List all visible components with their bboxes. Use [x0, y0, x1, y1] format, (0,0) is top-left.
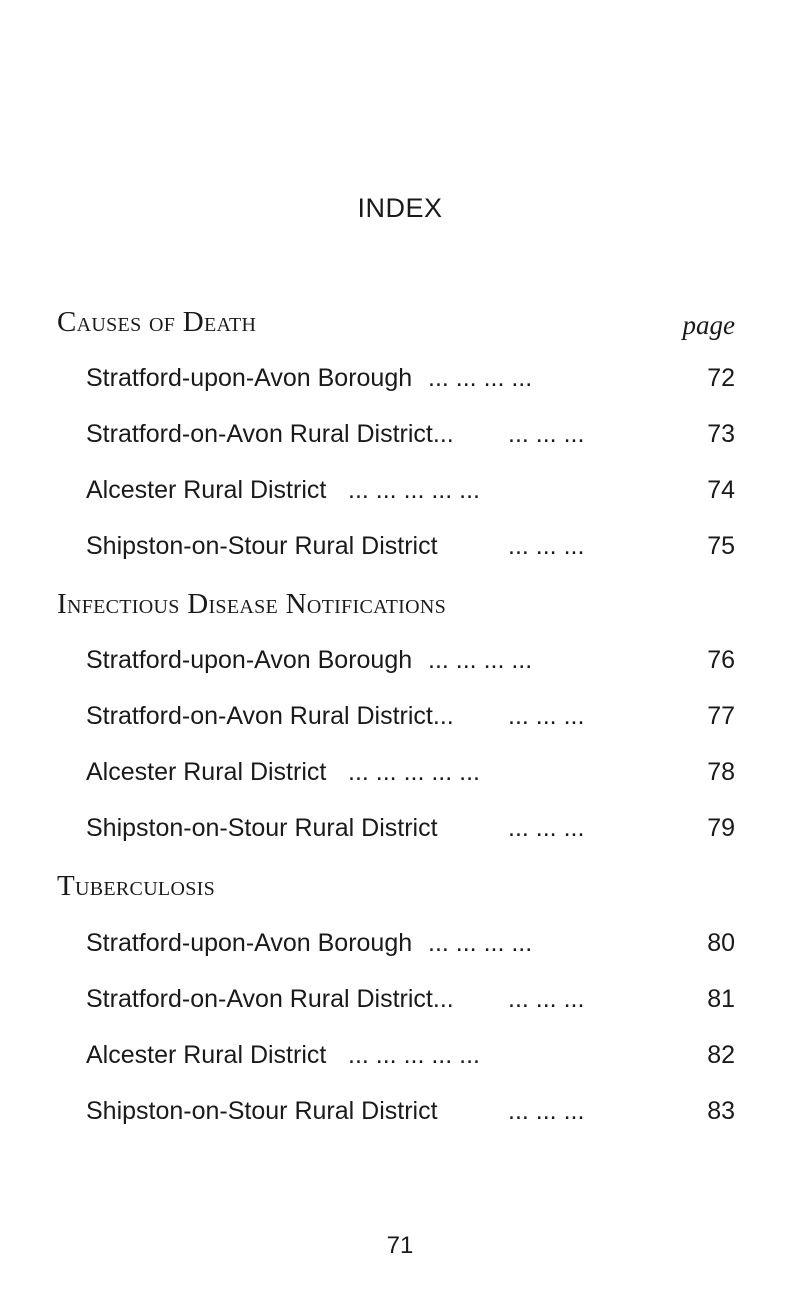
- page-column-label: page: [682, 310, 735, 340]
- index-entry: [0, 364, 800, 400]
- entry-page-number: 76: [707, 646, 735, 674]
- entry-label: Stratford-on-Avon Rural District...: [86, 702, 454, 730]
- dot-leader: ... ... ... ... ...: [348, 1041, 480, 1069]
- entry-label: Stratford-upon-Avon Borough: [86, 929, 413, 957]
- index-entry: [0, 1097, 800, 1133]
- index-entry: [0, 702, 800, 738]
- footer-page-number: 71: [386, 1232, 414, 1259]
- dot-leader: ... ... ...: [508, 1097, 585, 1125]
- index-entry: [0, 929, 800, 965]
- index-entry: [0, 814, 800, 850]
- dot-leader: ... ... ... ...: [428, 364, 533, 392]
- dot-leader: ... ... ...: [508, 420, 585, 448]
- dot-leader: ... ... ... ...: [428, 929, 533, 957]
- entry-page-number: 73: [707, 420, 735, 448]
- dot-leader: ... ... ... ... ...: [348, 758, 480, 786]
- index-entry: [0, 420, 800, 456]
- entry-label: Shipston-on-Stour Rural District: [86, 1097, 438, 1125]
- entry-page-number: 78: [707, 758, 735, 786]
- index-entry: [0, 532, 800, 568]
- entry-page-number: 79: [707, 814, 735, 842]
- section-heading-tuberculosis: Tuberculosis: [57, 870, 216, 902]
- entry-label: Stratford-upon-Avon Borough: [86, 364, 413, 392]
- entry-page-number: 74: [707, 476, 735, 504]
- dot-leader: ... ... ...: [508, 985, 585, 1013]
- dot-leader: ... ... ...: [508, 532, 585, 560]
- entry-page-number: 81: [707, 985, 735, 1013]
- entry-label: Stratford-upon-Avon Borough: [86, 646, 413, 674]
- index-entry: [0, 476, 800, 512]
- index-entry: [0, 758, 800, 794]
- entry-label: Alcester Rural District: [86, 476, 327, 504]
- index-entry: [0, 1041, 800, 1077]
- entry-label: Shipston-on-Stour Rural District: [86, 532, 438, 560]
- index-entry: [0, 985, 800, 1021]
- section-heading-infectious-disease-notifications: Infectious Disease Notifications: [57, 588, 446, 620]
- entry-label: Stratford-on-Avon Rural District...: [86, 420, 454, 448]
- dot-leader: ... ... ...: [508, 702, 585, 730]
- entry-page-number: 83: [707, 1097, 735, 1125]
- section-heading-causes-of-death: Causes of Death: [57, 306, 257, 338]
- entry-page-number: 72: [707, 364, 735, 392]
- dot-leader: ... ... ...: [508, 814, 585, 842]
- entry-page-number: 77: [707, 702, 735, 730]
- dot-leader: ... ... ... ...: [428, 646, 533, 674]
- dot-leader: ... ... ... ... ...: [348, 476, 480, 504]
- entry-label: Shipston-on-Stour Rural District: [86, 814, 438, 842]
- entry-label: Alcester Rural District: [86, 1041, 327, 1069]
- index-entry: [0, 646, 800, 682]
- entry-label: Alcester Rural District: [86, 758, 327, 786]
- page-title: INDEX: [357, 193, 443, 223]
- entry-page-number: 75: [707, 532, 735, 560]
- entry-label: Stratford-on-Avon Rural District...: [86, 985, 454, 1013]
- entry-page-number: 82: [707, 1041, 735, 1069]
- entry-page-number: 80: [707, 929, 735, 957]
